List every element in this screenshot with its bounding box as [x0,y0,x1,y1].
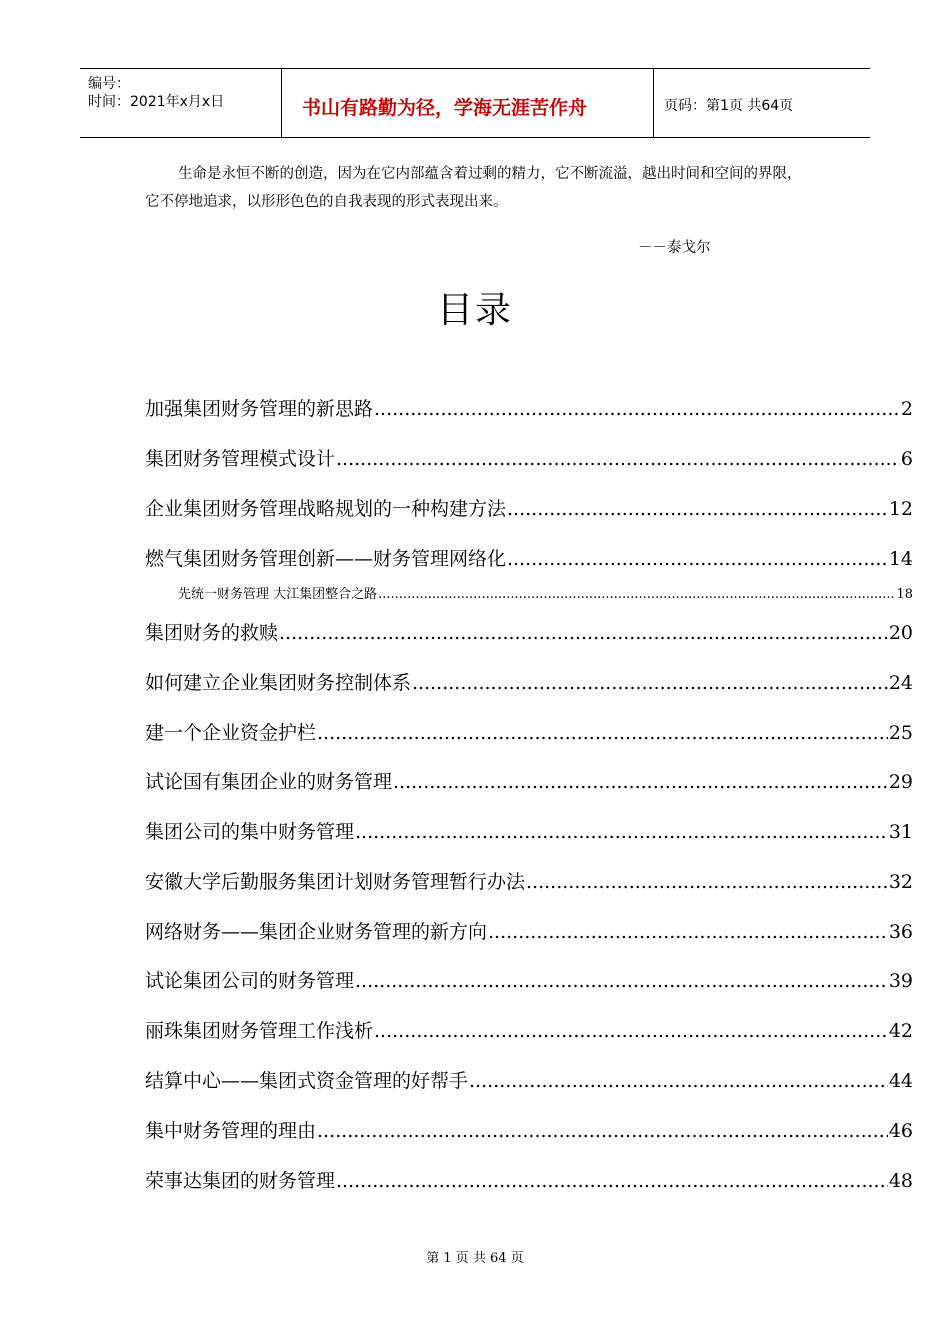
toc-entry-page: 6 [900,448,913,470]
toc-dot-leader [378,587,895,602]
toc-entry-title: 企业集团财务管理战略规划的一种构建方法 [145,498,507,520]
toc-entry-title: 如何建立企业集团财务控制体系 [145,672,412,694]
toc-dot-leader [317,722,888,744]
toc-entry-page: 44 [888,1070,913,1092]
toc-entry[interactable] [145,1166,913,1194]
toc-entry[interactable] [145,867,913,895]
serial-number-label: 编号： [88,76,130,92]
toc-entry[interactable] [145,1066,913,1094]
toc-entry-page: 39 [888,970,913,992]
header-motto: 书山有路勤为径，学海无涯苦作舟 [302,97,588,119]
toc-dot-leader [355,970,888,992]
toc-entry-page: 25 [888,722,913,744]
toc-entry[interactable] [145,668,913,696]
toc-entry[interactable] [145,718,913,746]
header-page-info: 页码：第1页 共64页 [664,98,794,114]
epigraph-author: －－泰戈尔 [638,240,711,256]
toc-entry-page: 12 [888,498,913,520]
toc-dot-leader [336,448,900,470]
toc-entry-title: 安徽大学后勤服务集团计划财务管理暂行办法 [145,871,526,893]
toc-entry[interactable] [145,544,913,572]
toc-entry[interactable] [178,583,913,603]
toc-dot-leader [526,871,888,893]
toc-entry-title: 集团公司的集中财务管理 [145,821,355,843]
toc-entry-page: 18 [896,587,913,602]
header-meta-cell [80,69,282,137]
toc-entry-page: 24 [888,672,913,694]
toc-dot-leader [279,622,888,644]
toc-entry-title: 试论集团公司的财务管理 [145,970,355,992]
toc-dot-leader [393,771,888,793]
toc-entry-page: 31 [888,821,913,843]
toc-entry[interactable] [145,618,913,646]
toc-dot-leader [412,672,888,694]
toc-entry[interactable] [145,1116,913,1144]
toc-entry[interactable] [145,1016,913,1044]
toc-entry[interactable] [145,817,913,845]
toc-dot-leader [374,398,900,420]
toc-entry-title: 荣事达集团的财务管理 [145,1170,336,1192]
toc-dot-leader [317,1120,888,1142]
epigraph-quote: 生命是永恒不断的创造，因为在它内部蕴含着过剩的精力，它不断流溢，越出时间和空间的界限，它不停地追求，以形形色色的自我表现的形式表现出来。 [145,166,802,210]
toc-entry-title: 集团财务的救赎 [145,622,279,644]
toc-entry[interactable] [145,494,913,522]
header-page-cell [654,69,870,137]
toc-dot-leader [469,1070,888,1092]
toc-entry-title: 集团财务管理模式设计 [145,448,336,470]
toc-entry-page: 32 [888,871,913,893]
toc-entry-page: 20 [888,622,913,644]
toc-entry-title: 结算中心——集团式资金管理的好帮手 [145,1070,469,1092]
toc-entry[interactable] [145,966,913,994]
toc-dot-leader [355,821,888,843]
toc-entry[interactable] [145,917,913,945]
toc-entry-page: 42 [888,1020,913,1042]
toc-entry[interactable] [145,394,913,422]
toc-entry-title: 先统一财务管理 大江集团整合之路 [178,587,378,602]
toc-dot-leader [374,1020,888,1042]
toc-entry-page: 2 [900,398,913,420]
toc-entry-page: 29 [888,771,913,793]
toc-entry-page: 14 [888,548,913,570]
toc-entry-page: 48 [888,1170,913,1192]
toc-entry-title: 燃气集团财务管理创新——财务管理网络化 [145,548,507,570]
toc-entry-title: 丽珠集团财务管理工作浅析 [145,1020,374,1042]
date-label: 时间：2021年x月x日 [88,94,225,110]
toc-dot-leader [507,498,888,520]
toc-dot-leader [336,1170,888,1192]
toc-entry-title: 试论国有集团企业的财务管理 [145,771,393,793]
toc-entry-title: 集中财务管理的理由 [145,1120,317,1142]
toc-dot-leader [507,548,888,570]
toc-entry[interactable] [145,767,913,795]
toc-entry-title: 加强集团财务管理的新思路 [145,398,374,420]
toc-entry-title: 建一个企业资金护栏 [145,722,317,744]
toc-entry-page: 46 [888,1120,913,1142]
toc-entry[interactable] [145,444,913,472]
toc-entry-page: 36 [888,921,913,943]
header-motto-cell [282,69,654,137]
page-footer: 第 1 页 共 64 页 [426,1251,524,1266]
toc-dot-leader [488,921,888,943]
toc-title: 目录 [436,290,513,331]
toc-entry-title: 网络财务——集团企业财务管理的新方向 [145,921,488,943]
document-header [80,68,870,138]
